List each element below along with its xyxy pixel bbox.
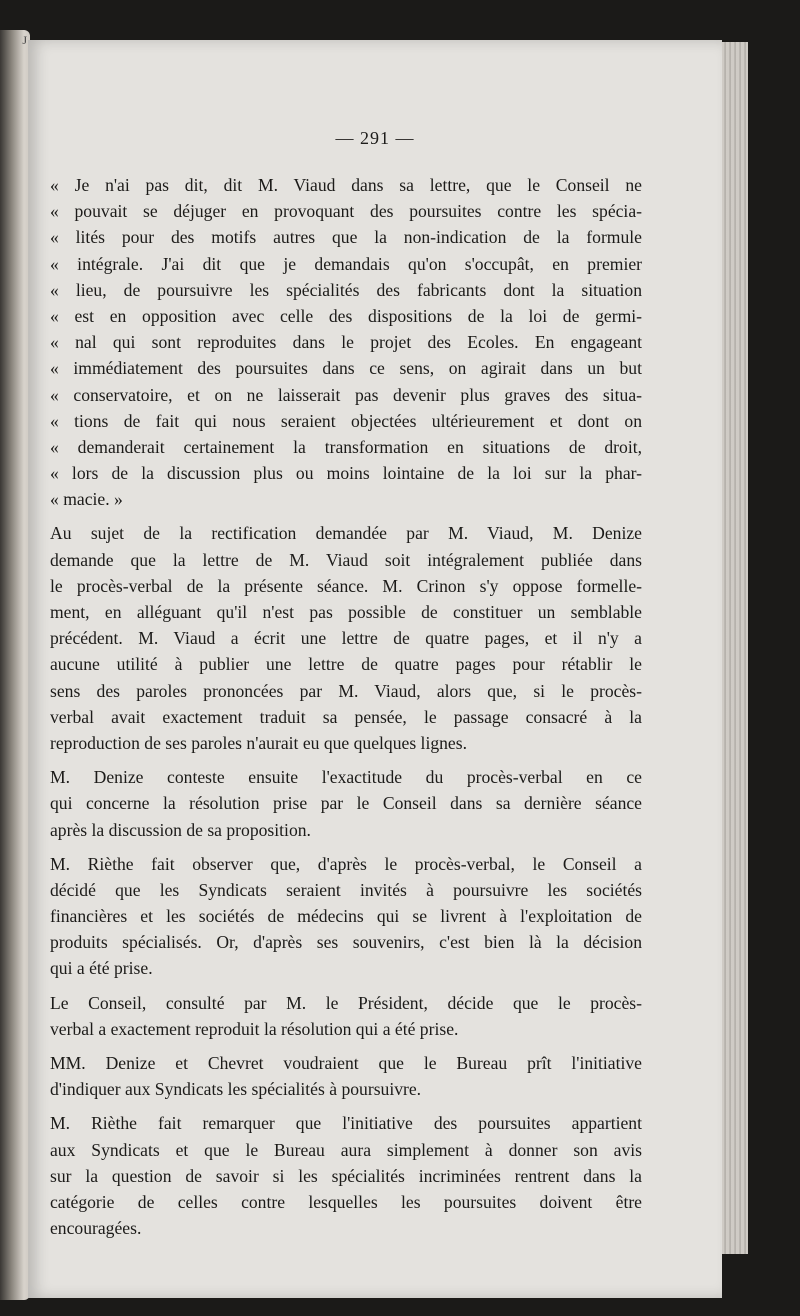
text-line: Au sujet de la rectification demandée par M. Viaud, M. Denize (50, 523, 642, 544)
text-line: le procès-verbal de la présente séance. M. Crinon s'y oppose formelle- (50, 575, 642, 596)
text-line: « macie. » (50, 489, 123, 510)
text-line: ment, en alléguant qu'il n'est pas possible de constituer un semblable (50, 602, 642, 622)
paragraph-gap (50, 1102, 642, 1110)
text-line: « intégrale. J'ai dit que je demandais qu'on s'occupât, en premier (50, 253, 642, 274)
text-line: financières et les sociétés de médecins qui se livrent à l'exploitation de (50, 906, 642, 927)
text-line: précédent. M. Viaud a écrit une lettre de quatre pages, et il n'y a (50, 628, 642, 649)
paragraph-gap (50, 982, 642, 990)
paragraph-gap (50, 1042, 642, 1050)
text-line: reproduction de ses paroles n'aurait eu que quelques lignes. (50, 732, 467, 753)
text-line: décidé que les Syndicats seraient invités à poursuivre les sociétés (50, 879, 642, 900)
text-line: Le Conseil, consulté par M. le Président, décide que le procès- (50, 992, 642, 1013)
text-line: d'indiquer aux Syndicats les spécialités à poursuivre. (50, 1079, 422, 1100)
facing-page-edge (0, 30, 30, 1300)
text-line: qui concerne la résolution prise par le Conseil dans sa dernière séance (50, 793, 642, 814)
body-text (50, 172, 642, 1241)
text-line: encouragées. (50, 1218, 142, 1239)
paragraph (50, 1110, 642, 1241)
paragraph (50, 764, 642, 843)
text-line: aux Syndicats et que le Bureau aura simplement à donner son avis (50, 1139, 642, 1160)
text-line: « pouvait se déjuger en provoquant des poursuites contre les spécia- (50, 201, 642, 222)
text-line: aucune utilité à publier une lettre de quatre pages pour rétablir le (50, 654, 642, 675)
text-line: « lieu, de poursuivre les spécialités des fabricants dont la situation (50, 279, 642, 300)
facing-page-number: J (22, 33, 27, 47)
text-line: sens des paroles prononcées par M. Viaud, alors que, si le procès- (50, 680, 642, 701)
book-page (28, 40, 722, 1298)
page-number: — 291 — (335, 128, 415, 148)
text-line: « est en opposition avec celle des dispositions de la loi de germi- (50, 305, 642, 326)
paragraph (50, 851, 642, 982)
text-line: « lors de la discussion plus ou moins lointaine de la loi sur la phar- (50, 463, 642, 484)
paragraph (50, 520, 642, 756)
text-line: demande que la lettre de M. Viaud soit intégralement publiée dans (50, 549, 642, 570)
text-line: « nal qui sont reproduites dans le projet des Ecoles. En engageant (50, 332, 642, 353)
paragraph-gap (50, 512, 642, 520)
paragraph (50, 172, 642, 512)
text-line: « Je n'ai pas dit, dit M. Viaud dans sa lettre, que le Conseil ne (50, 175, 642, 195)
text-line: après la discussion de sa proposition. (50, 819, 311, 840)
text-line: « immédiatement des poursuites dans ce sens, on agirait dans un but (50, 358, 642, 379)
text-line: MM. Denize et Chevret voudraient que le Bureau prît l'initiative (50, 1053, 642, 1073)
text-line: produits spécialisés. Or, d'après ses souvenirs, c'est bien là la décision (50, 932, 642, 953)
text-line: sur la question de savoir si les spécialités incriminées rentrent dans la (50, 1165, 642, 1186)
text-line: verbal a exactement reproduit la résolution qui a été prise. (50, 1018, 459, 1039)
paragraph-gap (50, 756, 642, 764)
text-line: verbal avait exactement traduit sa pensée, le passage consacré à la (50, 706, 642, 727)
text-line: « lités pour des motifs autres que la non-indication de la formule (50, 227, 642, 248)
text-line: M. Denize conteste ensuite l'exactitude du procès-verbal en ce (50, 767, 642, 788)
text-line: M. Rièthe fait remarquer que l'initiative des poursuites appartient (50, 1113, 642, 1134)
text-line: « conservatoire, et on ne laisserait pas devenir plus graves des situa- (50, 384, 642, 405)
text-line: M. Rièthe fait observer que, d'après le procès-verbal, le Conseil a (50, 853, 642, 874)
text-line: qui a été prise. (50, 958, 153, 979)
paragraph (50, 990, 642, 1042)
paragraph-gap (50, 843, 642, 851)
text-line: « demanderait certainement la transformation en situations de droit, (50, 436, 642, 457)
paragraph (50, 1050, 642, 1102)
text-line: « tions de fait qui nous seraient objectées ultérieurement et dont on (50, 410, 642, 431)
text-line: catégorie de celles contre lesquelles les poursuites doivent être (50, 1191, 642, 1212)
